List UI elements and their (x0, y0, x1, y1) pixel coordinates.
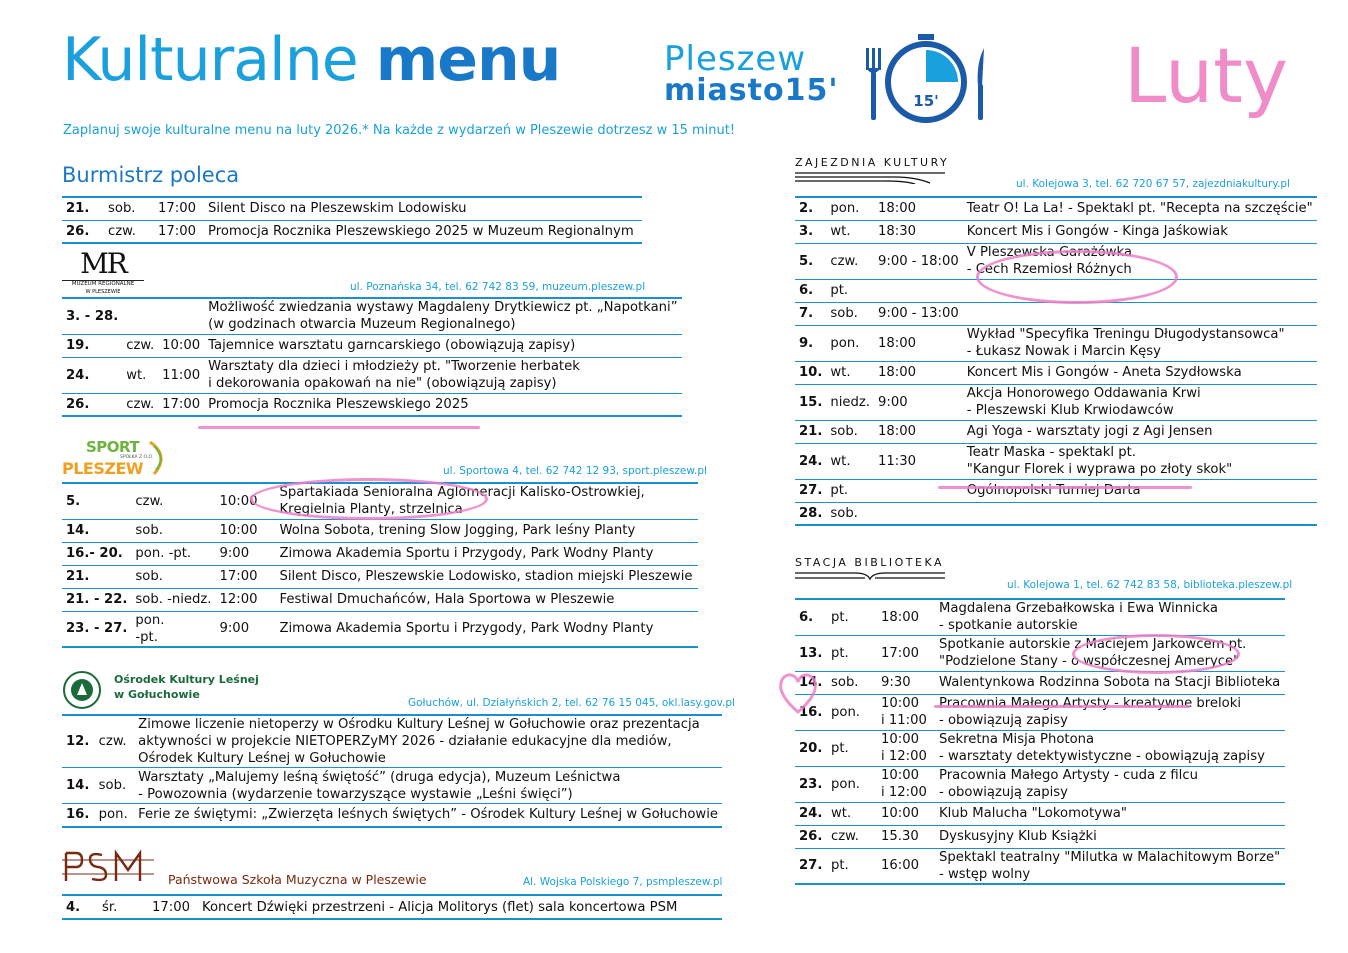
event-desc (204, 197, 642, 220)
event-day: wt. (826, 443, 874, 479)
event-desc (134, 715, 722, 768)
page-title (62, 25, 561, 95)
event-day: sob. (131, 565, 215, 588)
event-time2-line: i 11:00 (881, 713, 927, 728)
event-desc-line: Magdalena Grzebałkowska i Ewa Winnicka (939, 601, 1218, 617)
event-time: 18:00 (874, 361, 963, 384)
event-time: 9:00 (215, 542, 275, 565)
muzeum-logo-mark: MR (80, 247, 126, 280)
event-date: 21. (62, 197, 104, 220)
event-time: 11:00 (158, 357, 204, 393)
event-desc-line: Warsztaty dla dzieci i młodzieży pt. "Tworzenie herbatek (208, 359, 580, 374)
event-time-line: 10:00 (881, 768, 920, 783)
event-date: 10. (795, 361, 826, 384)
event-date: 20. (795, 730, 827, 766)
event-date: 15. (795, 384, 826, 420)
event-desc (198, 895, 722, 919)
event-row (62, 393, 682, 416)
event-desc (204, 298, 681, 334)
event-row (795, 361, 1317, 384)
event-desc (275, 519, 698, 542)
event-time: 10:00 (215, 519, 275, 542)
event-day: pt. (826, 479, 874, 502)
title-part2: menu (375, 25, 561, 95)
event-date: 3. (795, 220, 826, 243)
heart-icon (776, 664, 820, 718)
event-day: czw. (122, 334, 158, 357)
event-date: 26. (62, 393, 122, 416)
brand-line1: Pleszew (664, 39, 807, 79)
event-day: czw. (827, 825, 877, 848)
event-desc (963, 502, 1317, 525)
event-date: 26. (62, 220, 104, 243)
muzeum-logo (62, 247, 144, 295)
event-desc2-line: "Podzielone Stany - o współczesnej Ameryce" (939, 654, 1240, 669)
event-day: czw. (104, 220, 154, 243)
zajezdnia-address: ul. Kolejowa 3, tel. 62 720 67 57, zajezdniakultury.pl (1016, 178, 1291, 190)
event-time: 10:00 (215, 483, 275, 519)
event-desc (134, 804, 722, 827)
event-desc2-line: - warsztaty detektywistyczne - obowiązują zapisy (939, 749, 1265, 764)
event-day: wt. (826, 220, 874, 243)
event-desc-line: Ogólnopolski Turniej Darta (966, 483, 1141, 498)
event-desc2-line: - Łukasz Nowak i Marcin Kęsy (966, 344, 1161, 359)
event-row (795, 220, 1317, 243)
event-date: 27. (795, 848, 827, 884)
event-desc2-line: - Powozownia (wydarzenie towarzyszące wystawie „Leśni święci”) (138, 786, 573, 802)
clock-label: 15' (913, 92, 939, 110)
event-date: 5. (62, 483, 131, 519)
event-time (874, 502, 963, 525)
event-time: 17:00 (215, 565, 275, 588)
event-desc (963, 479, 1317, 502)
event-date: 24. (795, 443, 826, 479)
muzeum-logo-line1: MUZEUM REGIONALNE (62, 280, 144, 288)
event-day: pon. (826, 197, 874, 220)
event-row (62, 611, 698, 647)
event-desc-line: Wolna Sobota, trening Slow Jogging, Park leśny Planty (279, 523, 636, 538)
event-desc (935, 599, 1285, 635)
event-time: 15.30 (877, 825, 935, 848)
event-desc-line: Zimowa Akademia Sportu i Przygody, Park Wodny Planty (279, 621, 654, 636)
event-time: 18:00 (874, 420, 963, 443)
event-date: 21. (795, 420, 826, 443)
event-desc (204, 334, 681, 357)
event-time (877, 694, 935, 730)
event-time: 9:00 - 18:00 (874, 243, 963, 279)
event-row (62, 220, 642, 243)
event-day: sob. (95, 768, 135, 804)
event-day: pt. (826, 279, 874, 302)
event-date: 16. (795, 694, 827, 730)
event-day (122, 298, 158, 334)
event-time-line: 10:00 (881, 696, 920, 711)
muzeum-address: ul. Poznańska 34, tel. 62 742 83 59, muzeum.pleszew.pl (350, 281, 646, 293)
event-row (62, 357, 682, 393)
event-row (795, 384, 1317, 420)
event-row (795, 325, 1317, 361)
event-desc (935, 730, 1285, 766)
event-date: 16. (62, 804, 95, 827)
event-time-line: 10:00 (881, 732, 920, 747)
event-desc2-line: - wstęp wolny (939, 866, 1031, 882)
event-day: sob. (104, 197, 154, 220)
event-day: czw. (95, 715, 135, 768)
brand-line2: miasto15' (664, 73, 839, 108)
event-date: 2. (795, 197, 826, 220)
event-desc (963, 443, 1317, 479)
event-desc (963, 302, 1317, 325)
event-desc-line: Promocja Rocznika Pleszewskiego 2025 (208, 396, 469, 412)
highlight-circle-jarkowiec (1072, 634, 1240, 674)
event-desc-line: Pracownia Małego Artysty - kreatywne breloki (939, 696, 1242, 711)
event-row (62, 542, 698, 565)
event-date: 12. (62, 715, 95, 768)
event-desc (275, 542, 698, 565)
event-desc-line: V Pleszewska Garażówka (966, 245, 1133, 260)
event-row (62, 895, 722, 919)
event-time: 12:00 (215, 588, 275, 611)
event-desc-line: Festiwal Dmuchańców, Hala Sportowa w Pleszewie (279, 592, 615, 607)
event-desc-line: Dyskusyjny Klub Książki (939, 829, 1097, 844)
event-time: 18:00 (874, 325, 963, 361)
event-row (795, 502, 1317, 525)
event-desc2-line: aktywności w projekcie NIETOPERZyMY 2026 - działanie edukacyjne dla mediów, (138, 734, 672, 749)
event-desc-line: Promocja Rocznika Pleszewskiego 2025 w Muzeum Regionalnym (208, 223, 634, 239)
okl-address: Gołuchów, ul. Działyńskich 2, tel. 62 76 15 045, okl.lasy.gov.pl (408, 697, 735, 709)
event-time: 17:00 (877, 635, 935, 671)
event-date: 27. (795, 479, 826, 502)
event-time: 17:00 (154, 197, 204, 220)
biblioteka-logo-text: STACJA BIBLIOTEKA (795, 556, 945, 569)
event-time: 18:30 (874, 220, 963, 243)
event-date: 14. (62, 519, 131, 542)
event-desc2-line: - spotkanie autorskie (939, 618, 1078, 634)
event-desc-line: Koncert Dźwięki przestrzeni - Alicja Molitorys (flet) sala koncertowa PSM (202, 899, 678, 915)
event-time: 10:00 (158, 334, 204, 357)
event-desc (275, 565, 698, 588)
event-time2-line: i 12:00 (881, 749, 927, 764)
event-desc (963, 420, 1317, 443)
book-rails-icon (795, 570, 945, 584)
event-row (795, 599, 1285, 635)
zajezdnia-logo-text: ZAJEZDNIA KULTURY (795, 156, 950, 169)
psm-address: Al. Wojska Polskiego 7, psmpleszew.pl (523, 876, 723, 888)
event-desc (935, 766, 1285, 802)
event-desc2-line: i dekorowania opakowań na nie" (obowiązują zapisy) (208, 376, 557, 391)
event-row (795, 694, 1285, 730)
okl-logo-line2: w Gołuchowie (114, 688, 200, 701)
event-desc2-line: Kręgielnia Planty, strzelnica (279, 502, 463, 518)
event-date: 24. (62, 357, 122, 393)
event-day: pt. (827, 848, 877, 884)
subtitle: Zaplanuj swoje kulturalne menu na luty 2026.* Na każde z wydarzeń w Pleszewie dotrzesz w 15 minut! (63, 123, 736, 138)
event-time2-line: i 12:00 (881, 785, 927, 800)
event-time: 9:00 (215, 611, 275, 647)
event-desc (204, 220, 642, 243)
event-row (795, 802, 1285, 825)
event-row (795, 848, 1285, 884)
psm-events-table (62, 894, 722, 920)
title-part1: Kulturalne (62, 25, 358, 95)
event-desc2-line: "Kangur Florek i wyprawa po złoty skok" (966, 462, 1233, 477)
event-desc-line: Warsztaty „Malujemy leśną świętość” (druga edycja), Muzeum Leśnictwa (138, 769, 621, 785)
event-time: 16:00 (877, 848, 935, 884)
event-desc3-line: Ośrodek Kultury Leśnej w Gołuchowie (138, 751, 386, 766)
event-date: 4. (62, 895, 98, 919)
biblioteka-address: ul. Kolejowa 1, tel. 62 742 83 58, biblioteka.pleszew.pl (1007, 579, 1293, 591)
event-date: 24. (795, 802, 827, 825)
event-row (795, 197, 1317, 220)
event-desc-line: Spartakiada Senioralna Aglomeracji Kalisko-Ostrowkiej, (279, 485, 645, 501)
event-day: śr. (98, 895, 148, 919)
event-row (795, 766, 1285, 802)
event-desc (963, 361, 1317, 384)
event-date: 5. (795, 243, 826, 279)
event-day: sob. (827, 671, 877, 694)
event-day: pon. (95, 804, 135, 827)
event-day: pt. (827, 730, 877, 766)
event-day: pt. (827, 635, 877, 671)
event-row (795, 825, 1285, 848)
event-time: 18:00 (874, 197, 963, 220)
event-desc-line: Pracownia Małego Artysty - cuda z filcu (939, 768, 1198, 783)
sport-logo-line1: SPORT (86, 438, 140, 456)
event-desc (204, 357, 681, 393)
event-desc (275, 588, 698, 611)
biblioteka-logo (795, 556, 945, 588)
event-desc-line: Zimowa Akademia Sportu i Przygody, Park Wodny Planty (279, 546, 654, 561)
event-desc-line: Koncert Mis i Gongów - Kinga Jaśkowiak (966, 224, 1228, 239)
event-day: pon. (826, 325, 874, 361)
burmistrz-events-table (62, 196, 642, 244)
event-date: 16.- 20. (62, 542, 131, 565)
muzeum-logo-line2: W PLESZEWIE (85, 289, 121, 295)
event-row (62, 768, 722, 804)
event-desc-line: Akcja Honorowego Oddawania Krwi (966, 386, 1201, 401)
event-time (874, 479, 963, 502)
event-time: 17:00 (148, 895, 198, 919)
highlight-underline-rocznik (198, 426, 480, 429)
highlight-circle-garazowka (976, 250, 1178, 304)
event-desc (963, 197, 1317, 220)
event-desc-line: Zimowe liczenie nietoperzy w Ośrodku Kultury Leśnej w Gołuchowie oraz prezentacja (138, 717, 700, 732)
event-date: 21. - 22. (62, 588, 131, 611)
event-day: pon. (827, 766, 877, 802)
event-time: 11:30 (874, 443, 963, 479)
event-desc2-line: - Pleszewski Klub Krwiodawców (966, 403, 1174, 418)
highlight-underline-walentynkowa (934, 705, 1190, 708)
event-desc-line: Walentynkowa Rodzinna Sobota na Stacji Biblioteka (939, 675, 1281, 690)
event-day: czw. (122, 393, 158, 416)
event-row (62, 334, 682, 357)
event-day: pt. (827, 599, 877, 635)
event-time: 9:00 - 13:00 (874, 302, 963, 325)
event-day: sob. (826, 502, 874, 525)
event-time: 10:00 (877, 802, 935, 825)
event-row (795, 420, 1317, 443)
event-row (62, 519, 698, 542)
forest-badge-icon (62, 671, 104, 709)
event-day: wt. (826, 361, 874, 384)
event-day: pon. (827, 694, 877, 730)
event-date: 23. (795, 766, 827, 802)
event-desc-line: Sekretna Misja Photona (939, 732, 1095, 747)
event-day: wt. (122, 357, 158, 393)
rails-icon (795, 170, 945, 184)
event-row (62, 804, 722, 827)
event-desc-line: Teatr O! La La! - Spektakl pt. "Recepta na szczęście" (966, 201, 1313, 217)
sport-address: ul. Sportowa 4, tel. 62 742 12 93, sport.pleszew.pl (443, 465, 707, 477)
event-time (158, 298, 204, 334)
sport-logo-small: SPÓŁKA Z O.O. (120, 455, 154, 460)
event-desc2-line: - Cech Rzemiosł Różnych (966, 262, 1132, 277)
event-date: 28. (795, 502, 826, 525)
event-desc-line: Tajemnice warsztatu garncarskiego (obowiązują zapisy) (208, 338, 576, 353)
psm-logo (62, 850, 156, 884)
event-desc2-line: (w godzinach otwarcia Muzeum Regionalnego) (208, 317, 516, 333)
muzeum-events-table (62, 297, 682, 417)
event-desc-line: Silent Disco na Pleszewskim Lodowisku (208, 201, 467, 217)
brand-logo (664, 39, 839, 108)
section-heading-burmistrz: Burmistrz poleca (62, 163, 240, 187)
event-time: 17:00 (154, 220, 204, 243)
event-desc (204, 393, 681, 416)
event-day: czw. (131, 483, 215, 519)
event-day: sob. (826, 302, 874, 325)
event-desc-line: Możliwość zwiedzania wystawy Magdaleny Drytkiewicz pt. „Napotkani” (208, 300, 678, 316)
event-desc (935, 671, 1285, 694)
highlight-circle-spartakiada (250, 478, 488, 520)
clock-cutlery-icon (856, 34, 996, 126)
event-row (795, 730, 1285, 766)
event-row (62, 565, 698, 588)
event-desc-line: Silent Disco, Pleszewskie Lodowisko, stadion miejski Pleszewie (279, 569, 693, 584)
event-date: 13. (795, 635, 827, 671)
event-date: 14. (795, 671, 827, 694)
event-desc (963, 220, 1317, 243)
event-desc-line: Koncert Mis i Gongów - Aneta Szydłowska (966, 365, 1242, 380)
month-title: Luty (1124, 31, 1288, 120)
zajezdnia-events-table (795, 196, 1317, 526)
event-time (874, 279, 963, 302)
event-row (62, 715, 722, 768)
sport-logo-line2: PLESZEW (62, 459, 144, 478)
highlight-underline-kangur (938, 486, 1192, 489)
event-date: 9. (795, 325, 826, 361)
event-desc-line: Ferie ze świętymi: „Zwierzęta leśnych świętych” - Ośrodek Kultury Leśnej w Gołuchowie (138, 807, 718, 823)
event-date: 7. (795, 302, 826, 325)
event-desc (935, 802, 1285, 825)
event-desc (275, 611, 698, 647)
psm-name: Państwowa Szkoła Muzyczna w Pleszewie (168, 872, 427, 887)
event-desc (935, 848, 1285, 884)
event-row (62, 588, 698, 611)
event-desc-line: Spektakl teatralny "Milutka w Malachitowym Borze" (939, 849, 1281, 865)
event-desc-line: Spotkanie autorskie z Maciejem Jarkowcem pt. (939, 637, 1247, 652)
event-time: 18:00 (877, 599, 935, 635)
event-row (62, 298, 682, 334)
event-desc (134, 768, 722, 804)
event-day: niedz. (826, 384, 874, 420)
event-date: 3. - 28. (62, 298, 122, 334)
event-date: 26. (795, 825, 827, 848)
event-day: pon. -pt. (131, 542, 215, 565)
event-date: 21. (62, 565, 131, 588)
event-day: sob. (826, 420, 874, 443)
event-desc (935, 694, 1285, 730)
event-desc2-line: - obowiązują zapisy (939, 713, 1068, 728)
event-desc (963, 384, 1317, 420)
event-row (795, 479, 1317, 502)
event-day: sob. (131, 519, 215, 542)
event-row (795, 671, 1285, 694)
event-day: czw. (826, 243, 874, 279)
event-desc-line: Teatr Maska - spektakl pt. (966, 445, 1136, 460)
event-date: 6. (795, 279, 826, 302)
event-row (795, 443, 1317, 479)
event-date: 6. (795, 599, 827, 635)
event-date: 14. (62, 768, 95, 804)
zajezdnia-logo (795, 156, 949, 188)
event-desc (963, 325, 1317, 361)
event-desc (935, 825, 1285, 848)
event-row (62, 197, 642, 220)
event-desc2-line: - obowiązują zapisy (939, 785, 1068, 800)
event-day: pon. -pt. (131, 611, 215, 647)
event-row (795, 302, 1317, 325)
event-date: 23. - 27. (62, 611, 131, 647)
event-time: 9:30 (877, 671, 935, 694)
event-time: 9:00 (874, 384, 963, 420)
okl-logo-line1: Ośrodek Kultury Leśnej (114, 673, 259, 686)
event-time (877, 730, 935, 766)
okl-events-table (62, 714, 722, 828)
event-time (877, 766, 935, 802)
event-desc-line: Wykład "Specyfika Treningu Długodystansowca" (966, 327, 1285, 342)
event-desc-line: Agi Yoga - warsztaty jogi z Agi Jensen (966, 424, 1213, 439)
event-desc-line: Klub Malucha "Lokomotywa" (939, 806, 1127, 821)
event-day: wt. (827, 802, 877, 825)
event-date: 19. (62, 334, 122, 357)
event-day: sob. -niedz. (131, 588, 215, 611)
event-time: 17:00 (158, 393, 204, 416)
